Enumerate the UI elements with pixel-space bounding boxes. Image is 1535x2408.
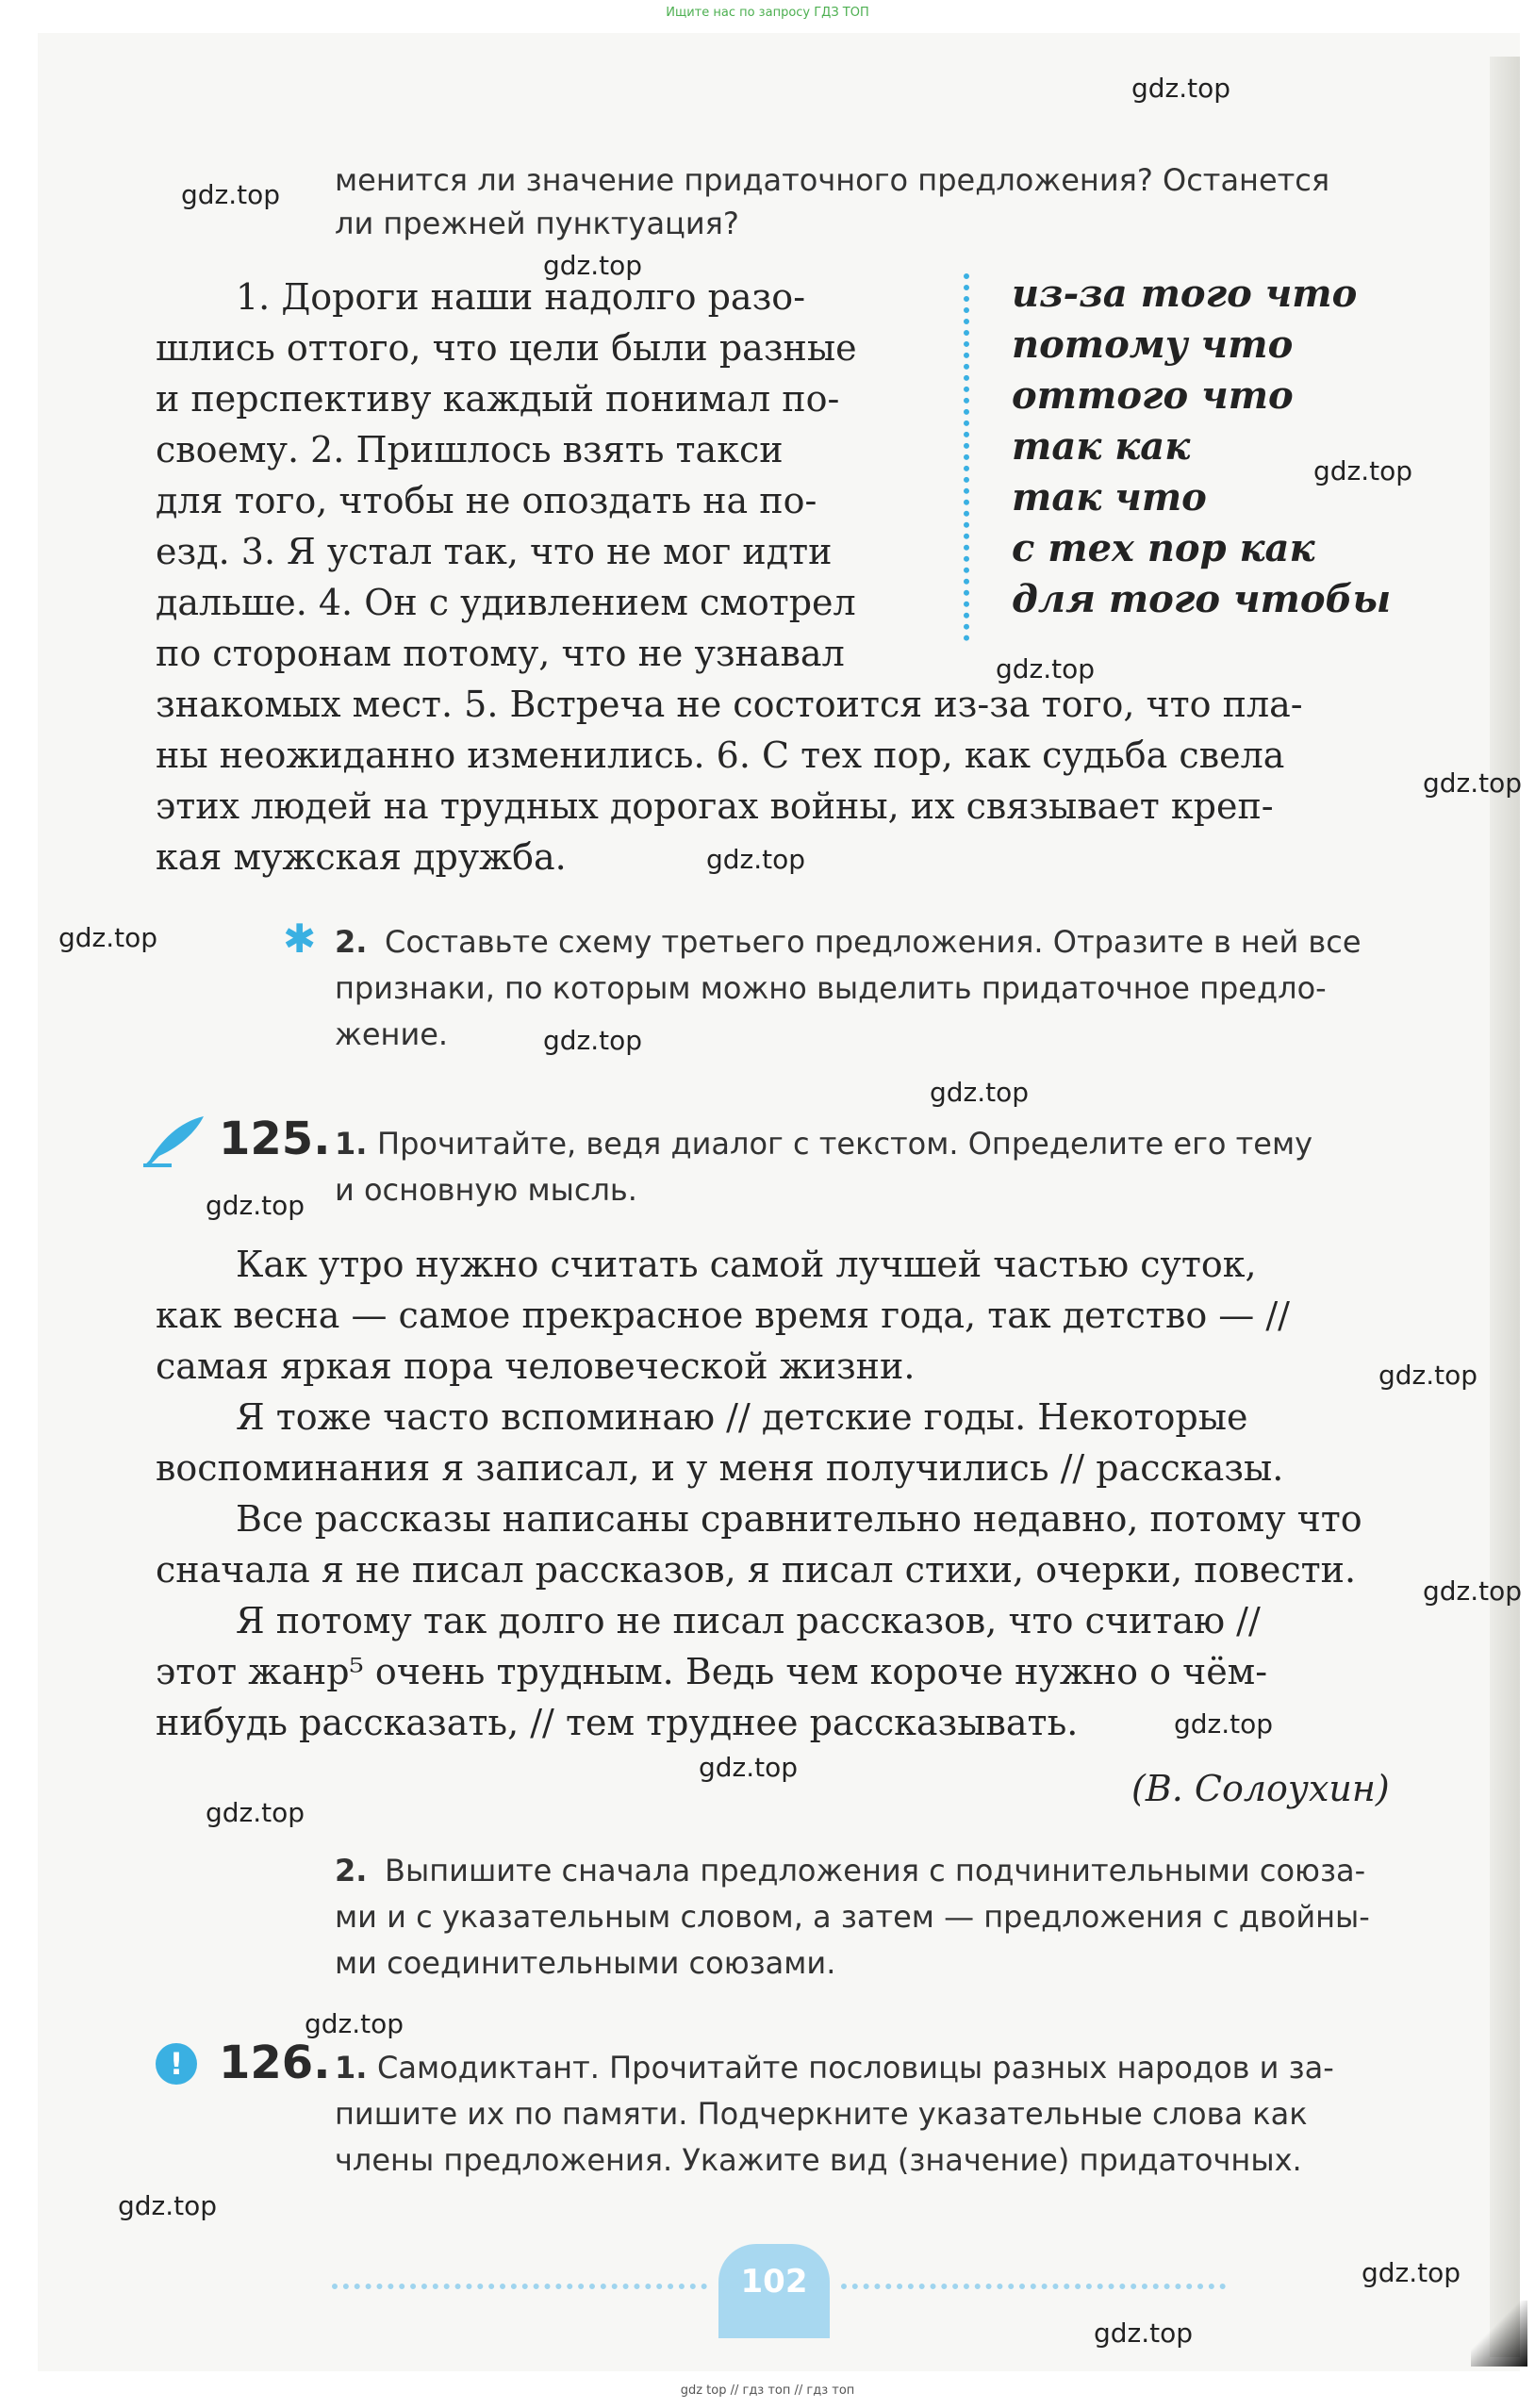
task-line: Составьте схему третьего предложения. Отразите в ней все <box>385 924 1362 960</box>
top-note: Ищите нас по запросу ГДЗ ТОП <box>666 6 869 20</box>
exercise-line: шлись оттого, что цели были разные <box>156 327 857 369</box>
exercise-line: по сторонам потому, что не узнавал <box>156 633 845 674</box>
conjunction: оттого что <box>1012 373 1294 418</box>
exclamation-icon: ! <box>156 2043 197 2085</box>
text-line: сначала я не писал рассказов, я писал стихи, очерки, повести. <box>156 1549 1357 1591</box>
text-line: Как утро нужно считать самой лучшей частью суток, <box>236 1244 1257 1285</box>
page-number-rule <box>841 2284 1226 2289</box>
watermark: gdz.top <box>1313 455 1413 487</box>
watermark: gdz.top <box>181 179 281 210</box>
author: (В. Солоухин) <box>1131 1768 1390 1809</box>
watermark: gdz.top <box>706 844 806 875</box>
task-line: жение. <box>335 1016 449 1052</box>
watermark: gdz.top <box>206 1797 305 1828</box>
exercise-line: езд. 3. Я устал так, что не мог идти <box>156 531 833 572</box>
exercise-line: и перспективу каждый понимал по- <box>156 378 840 420</box>
text-line: воспоминания я записал, и у меня получились // рассказы. <box>156 1447 1284 1489</box>
watermark: gdz.top <box>305 2008 404 2039</box>
watermark: gdz.top <box>1423 1575 1523 1607</box>
task-line: пишите их по памяти. Подчеркните указательные слова как <box>335 2096 1308 2132</box>
exercise-line: знакомых мест. 5. Встреча не состоится из-за того, что пла- <box>156 684 1303 725</box>
task-line: члены предложения. Укажите вид (значение) придаточных. <box>335 2142 1302 2178</box>
exercise-number: 126. <box>219 2037 331 2089</box>
text-line: Все рассказы написаны сравнительно недавно, потому что <box>236 1498 1362 1540</box>
exercise-line: для того, чтобы не опоздать на по- <box>156 480 817 521</box>
watermark: gdz.top <box>1423 767 1523 799</box>
conjunction: так что <box>1012 475 1207 520</box>
task-number: 1. <box>335 1126 368 1162</box>
text-line: самая яркая пора человеческой жизни. <box>156 1345 916 1387</box>
task-line: ми соединительными союзами. <box>335 1945 836 1981</box>
task-line: и основную мысль. <box>335 1172 637 1208</box>
watermark: gdz.top <box>699 1752 799 1783</box>
task-line: Выпишите сначала предложения с подчинительными союза- <box>385 1853 1366 1888</box>
exercise-number: 125. <box>219 1113 331 1165</box>
task-number: 2. <box>335 924 368 960</box>
text-line: этот жанр⁵ очень трудным. Ведь чем короче нужно о чём- <box>156 1651 1268 1692</box>
page-number: 102 <box>718 2244 830 2338</box>
watermark: gdz.top <box>1174 1708 1274 1740</box>
exercise-line: ны неожиданно изменились. 6. С тех пор, как судьба свела <box>156 734 1285 776</box>
watermark: gdz.top <box>1378 1360 1478 1391</box>
asterisk-icon: ✱ <box>283 915 317 962</box>
text-line: Я тоже часто вспоминаю // детские годы. Некоторые <box>236 1396 1248 1438</box>
exercise-line: своему. 2. Пришлось взять такси <box>156 429 784 470</box>
feather-icon <box>141 1113 207 1169</box>
watermark: gdz.top <box>996 653 1096 684</box>
watermark: gdz.top <box>1362 2257 1461 2288</box>
watermark: gdz.top <box>1131 73 1231 104</box>
watermark: gdz.top <box>1094 2317 1194 2349</box>
watermark: gdz.top <box>206 1190 305 1221</box>
page-edge <box>1490 57 1520 2357</box>
watermark: gdz.top <box>58 922 158 953</box>
conjunction: для того чтобы <box>1012 577 1392 621</box>
text-line: Я потому так долго не писал рассказов, что считаю // <box>236 1600 1261 1641</box>
task-line: ми и с указательным словом, а затем — предложения с двойны- <box>335 1899 1370 1935</box>
page-curl <box>1471 2301 1527 2367</box>
exercise-line: этих людей на трудных дорогах войны, их связывает креп- <box>156 785 1274 827</box>
text-line: как весна — самое прекрасное время года, так детство — // <box>156 1295 1290 1336</box>
conjunction: с тех пор как <box>1012 526 1315 570</box>
task-number: 2. <box>335 1853 368 1888</box>
conjunction: потому что <box>1012 322 1294 367</box>
task-line: Прочитайте, ведя диалог с текстом. Определите его тему <box>377 1126 1313 1162</box>
intro-line-2: ли прежней пунктуация? <box>335 206 739 241</box>
watermark: gdz.top <box>118 2190 218 2221</box>
watermark: gdz.top <box>543 250 643 281</box>
exercise-line: кая мужская дружба. <box>156 836 567 878</box>
text-line: нибудь рассказать, // тем труднее рассказывать. <box>156 1702 1079 1743</box>
conjunction: из-за того что <box>1012 272 1358 316</box>
task-line: Самодиктант. Прочитайте пословицы разных народов и за- <box>377 2050 1334 2086</box>
page-number-rule <box>332 2284 707 2289</box>
watermark: gdz.top <box>543 1025 643 1056</box>
bottom-note: gdz top // гдз топ // гдз топ <box>680 2383 855 2398</box>
exercise-line: 1. Дороги наши надолго разо- <box>236 276 806 318</box>
intro-line-1: менится ли значение придаточного предложения? Останется <box>335 162 1330 198</box>
conjunction-divider <box>964 273 969 641</box>
task-number: 1. <box>335 2050 368 2086</box>
conjunction: так как <box>1012 424 1191 469</box>
task-line: признаки, по которым можно выделить придаточное предло- <box>335 970 1327 1006</box>
watermark: gdz.top <box>930 1077 1030 1108</box>
exercise-line: дальше. 4. Он с удивлением смотрел <box>156 582 856 623</box>
